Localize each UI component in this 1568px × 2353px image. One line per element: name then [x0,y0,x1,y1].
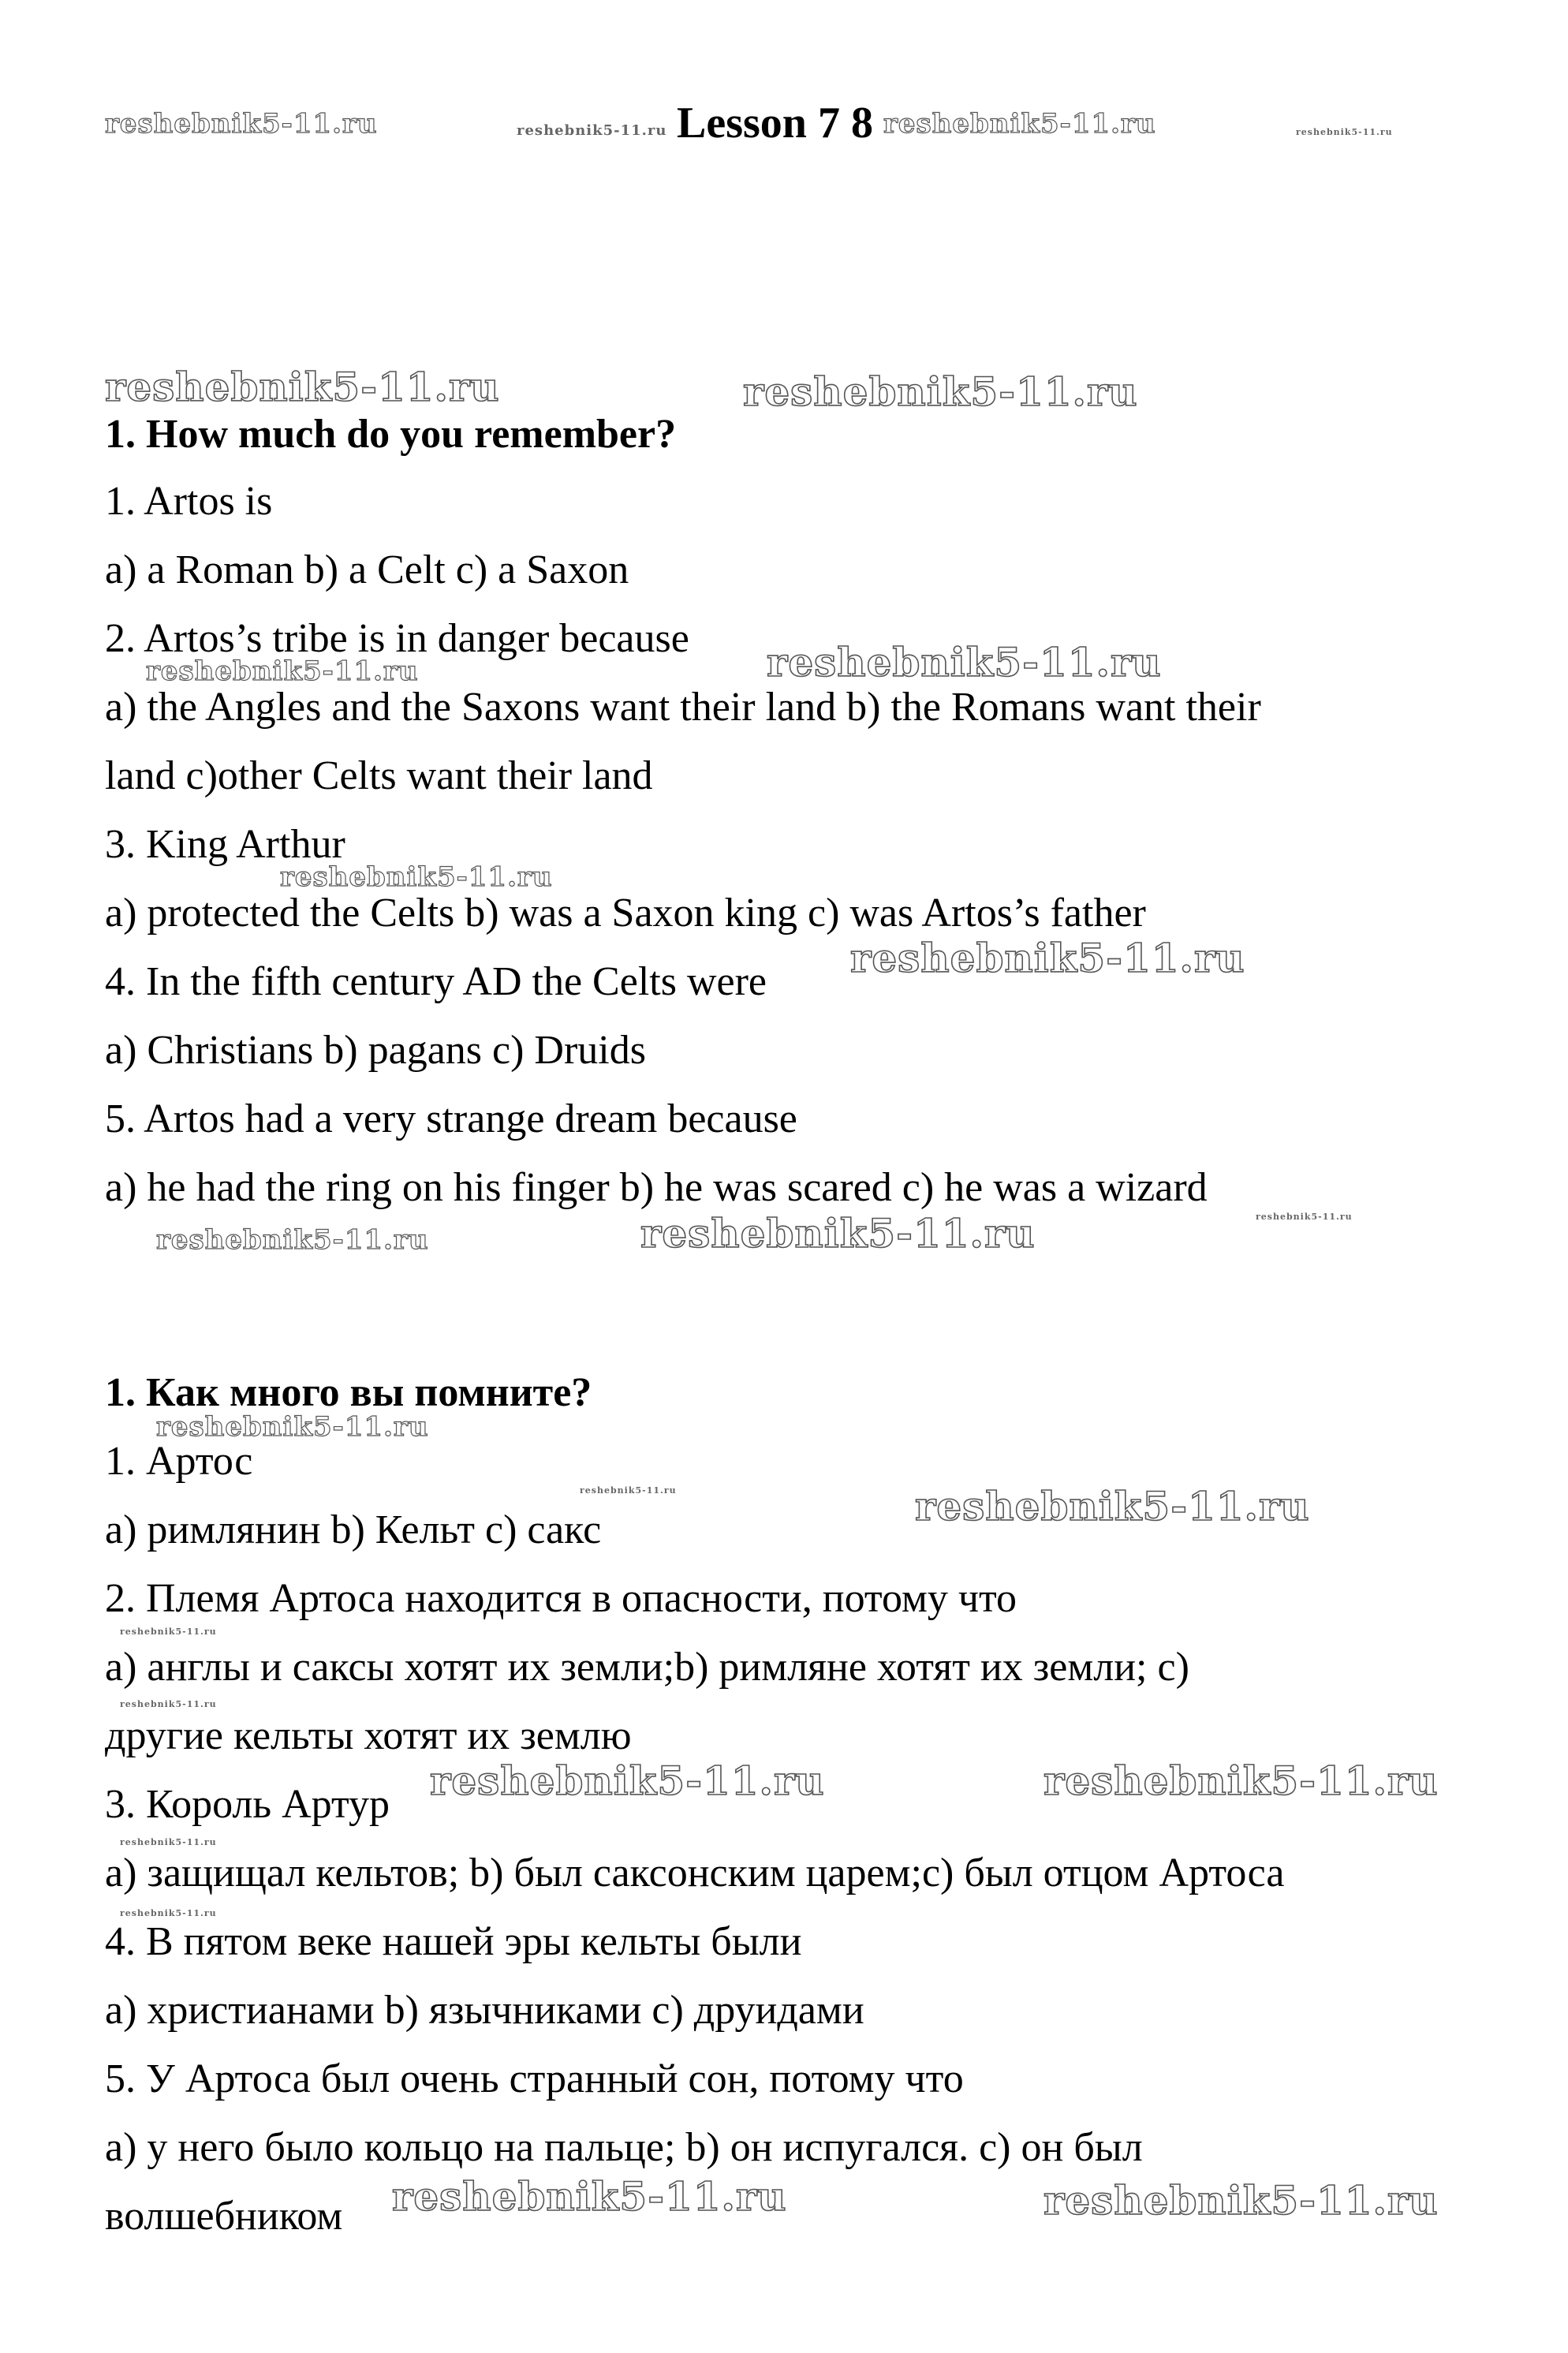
english-line: 5. Artos had a very strange dream because [105,1096,797,1141]
watermark: reshebnik5-11.ru [915,1483,1310,1529]
watermark: reshebnik5-11.ru [850,935,1245,981]
watermark: reshebnik5-11.ru [105,108,378,140]
english-line: 4. In the fifth century AD the Celts were [105,959,767,1004]
watermark: reshebnik5-11.ru [743,368,1138,415]
english-line: a) protected the Celts b) was a Saxon king c) was Artos’s father [105,891,1146,936]
watermark: reshebnik5-11.ru [767,639,1162,685]
english-line: 3. King Arthur [105,822,345,867]
watermark: reshebnik5-11.ru [430,1757,825,1804]
english-line: a) the Angles and the Saxons want their land b) the Romans want their [105,685,1261,730]
russian-line: а) защищал кельтов; b) был саксонским царем;c) был отцом Артоса [105,1851,1285,1895]
watermark: reshebnik5-11.ru [280,861,553,893]
page-title: Lesson 7 8 [677,99,873,148]
english-heading: 1. How much do you remember? [105,412,677,457]
watermark: reshebnik5-11.ru [156,1411,429,1443]
russian-line: 1. Артос [105,1439,253,1484]
russian-line: волшебником [105,2194,343,2239]
watermark: reshebnik5-11.ru [120,1627,217,1637]
russian-heading: 1. Как много вы помните? [105,1370,592,1415]
watermark: reshebnik5-11.ru [1043,1757,1439,1804]
watermark: reshebnik5-11.ru [156,1224,429,1256]
watermark: reshebnik5-11.ru [146,655,419,687]
watermark: reshebnik5-11.ru [1296,127,1393,137]
watermark: reshebnik5-11.ru [640,1210,1036,1257]
watermark: reshebnik5-11.ru [517,122,667,139]
russian-line: а) римлянин b) Кельт c) сакс [105,1507,602,1552]
russian-line: 4. В пятом веке нашей эры кельты были [105,1919,802,1964]
english-line: land c)other Celts want their land [105,753,653,798]
english-line: a) a Roman b) a Celt c) a Saxon [105,547,629,592]
russian-line: 5. У Артоса был очень странный сон, потому что [105,2056,964,2101]
watermark: reshebnik5-11.ru [392,2173,787,2220]
watermark: reshebnik5-11.ru [580,1485,677,1496]
english-line: 1. Artos is [105,479,273,524]
english-line: a) Christians b) pagans c) Druids [105,1028,646,1073]
russian-line: а) англы и саксы хотят их земли;b) римляне хотят их земли; c) [105,1645,1189,1690]
russian-line: 2. Племя Артоса находится в опасности, потому что [105,1576,1017,1621]
watermark: reshebnik5-11.ru [1043,2177,1439,2224]
russian-line: а) христианами b) язычниками c) друидами [105,1988,864,2033]
english-line: 2. Artos’s tribe is in danger because [105,616,689,661]
watermark: reshebnik5-11.ru [1256,1212,1353,1222]
watermark: reshebnik5-11.ru [120,1908,217,1918]
russian-line: 3. Король Артур [105,1782,390,1827]
watermark: reshebnik5-11.ru [105,364,500,410]
watermark: reshebnik5-11.ru [120,1837,217,1847]
watermark: reshebnik5-11.ru [883,108,1156,140]
english-line: a) he had the ring on his finger b) he was scared c) he was a wizard [105,1165,1208,1210]
russian-line: другие кельты хотят их землю [105,1713,632,1758]
watermark: reshebnik5-11.ru [120,1699,217,1709]
russian-line: а) у него было кольцо на пальце; b) он испугался. c) он был [105,2125,1143,2170]
